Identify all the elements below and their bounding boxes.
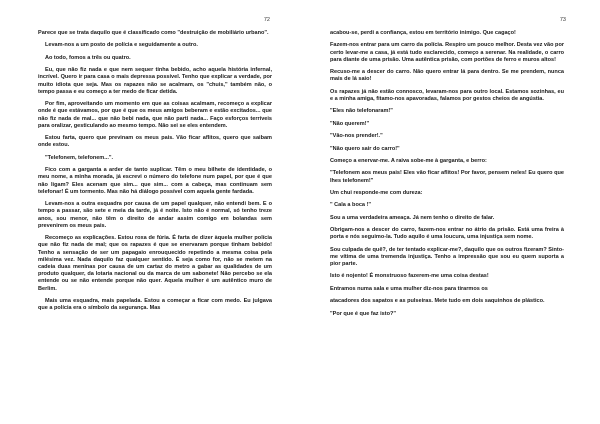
paragraph: "Não quero sair do carro!" <box>330 145 400 152</box>
paragraph: "Telefonem, telefonem...". <box>45 154 114 161</box>
paragraph: Começo a enervar-me. A raiva sobe-me à garganta, e berro: <box>330 157 487 164</box>
page-number: 73 <box>559 17 566 23</box>
paragraph: Por fim, aproveitando um momento em que as coisas acalmam, recomeço a explicar onde é que estávamos, por que é que os meus amigos beberam e estão excitados... que não fiz nada de mal... que não bebi nada, que não parti nada... Faço esforços terríveis para oralizar, gesticulando ao mesmo tempo. Não sei se eles entendem. <box>38 101 272 129</box>
paragraph: " Cala a boca !" <box>330 202 372 209</box>
paragraph: Estou farta, quero que previnam os meus pais. Vão ficar aflitos, quero que saibam onde estou. <box>38 135 272 149</box>
paragraph: Isto é nojento! É monstruoso fazerem-me uma coisa destas! <box>330 273 489 280</box>
paragraph: Fico com a garganta a arder de tanto suplicar. Têm o meu bilhete de identidade, o meu nome, a minha morada, já escrevi o número do telefone num papel, por que é que não ligam? Eles acenam que sim... que sim... com a cabeça, mas continuam sem telefonar! É um tormento. Mas não há diálogo possível com aquela gente fardada. <box>38 167 272 195</box>
page-body <box>38 30 272 312</box>
paragraph: Parece que se trata daquilo que é classificado como "destruição de mobiliário urbano". <box>38 30 269 36</box>
page-number: 72 <box>263 17 270 23</box>
paragraph: "Vão-nos prender!." <box>330 133 383 140</box>
paragraph: Os rapazes já não estão connosco, levaram-nos para outro local. Estamos sozinhas, eu e a minha amiga, fitamo-nos apavoradas, falamos por gestos cheios de angústia. <box>330 88 564 102</box>
paragraph: Mais uma esquadra, mais papelada. Estou a começar a ficar com medo. Eu julgava que a polícia era o símbolo da segurança. Mas <box>38 297 272 312</box>
paragraph: acabou-se, perdi a confiança, estou em território inimigo. Que cagaço! <box>330 30 516 36</box>
paragraph: Um chui responde-me com dureza: <box>330 189 423 196</box>
paragraph: Levam-nos a um posto de polícia e seguidamente a outro. <box>45 42 198 49</box>
paragraph: Levam-nos a outra esquadra por causa de um papel qualquer, não entendi bem. E o tempo a passar, são sete e meia da tarde, já é noite. Isto não é normal, só tenho treze anos, sou menor, não têm o direito de andar assim comigo em bolandas sem prevenirem os meus pais. <box>38 201 272 229</box>
paragraph: Recomeço as explicações. Estou roxa de fúria. É farta de dizer àquela mulher polícia que não fiz nada de mal; que os rapazes é que se enervaram porque tinham bebido! Tenho a sensação de ser um papagaio enrouquecido repetindo a mesma coisa pela milésima vez. Nada daquilo faz qualquer sentido. É seja como for, não se metem na cadeia duas meninas por causa de um cartaz do metro a gabar as qualidades de um produto qualquer, da lotaria nacional ou da marca de um sabonete! Não percebo se ela entende ou se não entende porque não quer. Aquela mulher é um autêntico muro de Berlim. <box>38 235 272 292</box>
paragraph: "Eles não telefonaram!" <box>330 108 393 115</box>
paragraph: Eu, que não fiz nada e que nem sequer tinha bebido, acho aquela história infernal, incrível. Quero ir para casa o mais depressa possível. Tenho que explicar a verdade, por muito idiota que seja. Mas os rapazes não se acalmam, os "chuis," também não, o tempo passa e eu começo a ter medo de ficar detida. <box>38 67 272 95</box>
paragraph: Fazem-nos entrar para um carro da polícia. Respiro um pouco melhor. Desta vez vão por certo levar-me a casa, já está tudo esclarecido, começo a serenar. Na realidade, o carro para diante de uma prisão. Uma autêntica prisão, com portões de ferro e muros altos! <box>330 42 564 63</box>
paragraph: Sou a uma verdadeira ameaça. Já nem tenho o direito de falar. <box>330 214 495 221</box>
paragraph: Entramos numa sala e uma mulher diz-nos para tirarmos os <box>330 285 488 292</box>
page-body <box>330 30 564 318</box>
right-page <box>300 0 600 424</box>
paragraph: Recuso-me a descer do carro. Não quero entrar lá para dentro. Se me prendem, nunca mais de lá saio! <box>330 69 564 83</box>
paragraph: Sou culpada de quê?, de ter tentado explicar-me?, daquilo que os outros fizeram? Sinto-me vítima de uma tremenda injustiça. Tenho a impressão que sou eu quem suporta a pior parte. <box>330 246 564 268</box>
paragraph: "Não querem!" <box>330 120 370 127</box>
paragraph: Obrigam-nos a descer do carro, fazem-nos entrar no átrio da prisão. Está uma freira à porta e nós seguimo-la. Tudo aquilo é uma loucura, uma injustiça sem nome. <box>330 227 564 241</box>
paragraph: "Por que é que faz isto?" <box>330 310 396 317</box>
paragraph: Ao todo, fomos a três ou quatro. <box>45 54 131 61</box>
paragraph: atacadores dos sapatos e as pulseiras. Mete tudo em dois saquinhos de plástico. <box>330 298 545 305</box>
paragraph: "Telefonem aos meus pais! Eles vão ficar aflitos! Por favor, pensem neles! Eu quero que lhes telefonem!" <box>330 170 564 184</box>
